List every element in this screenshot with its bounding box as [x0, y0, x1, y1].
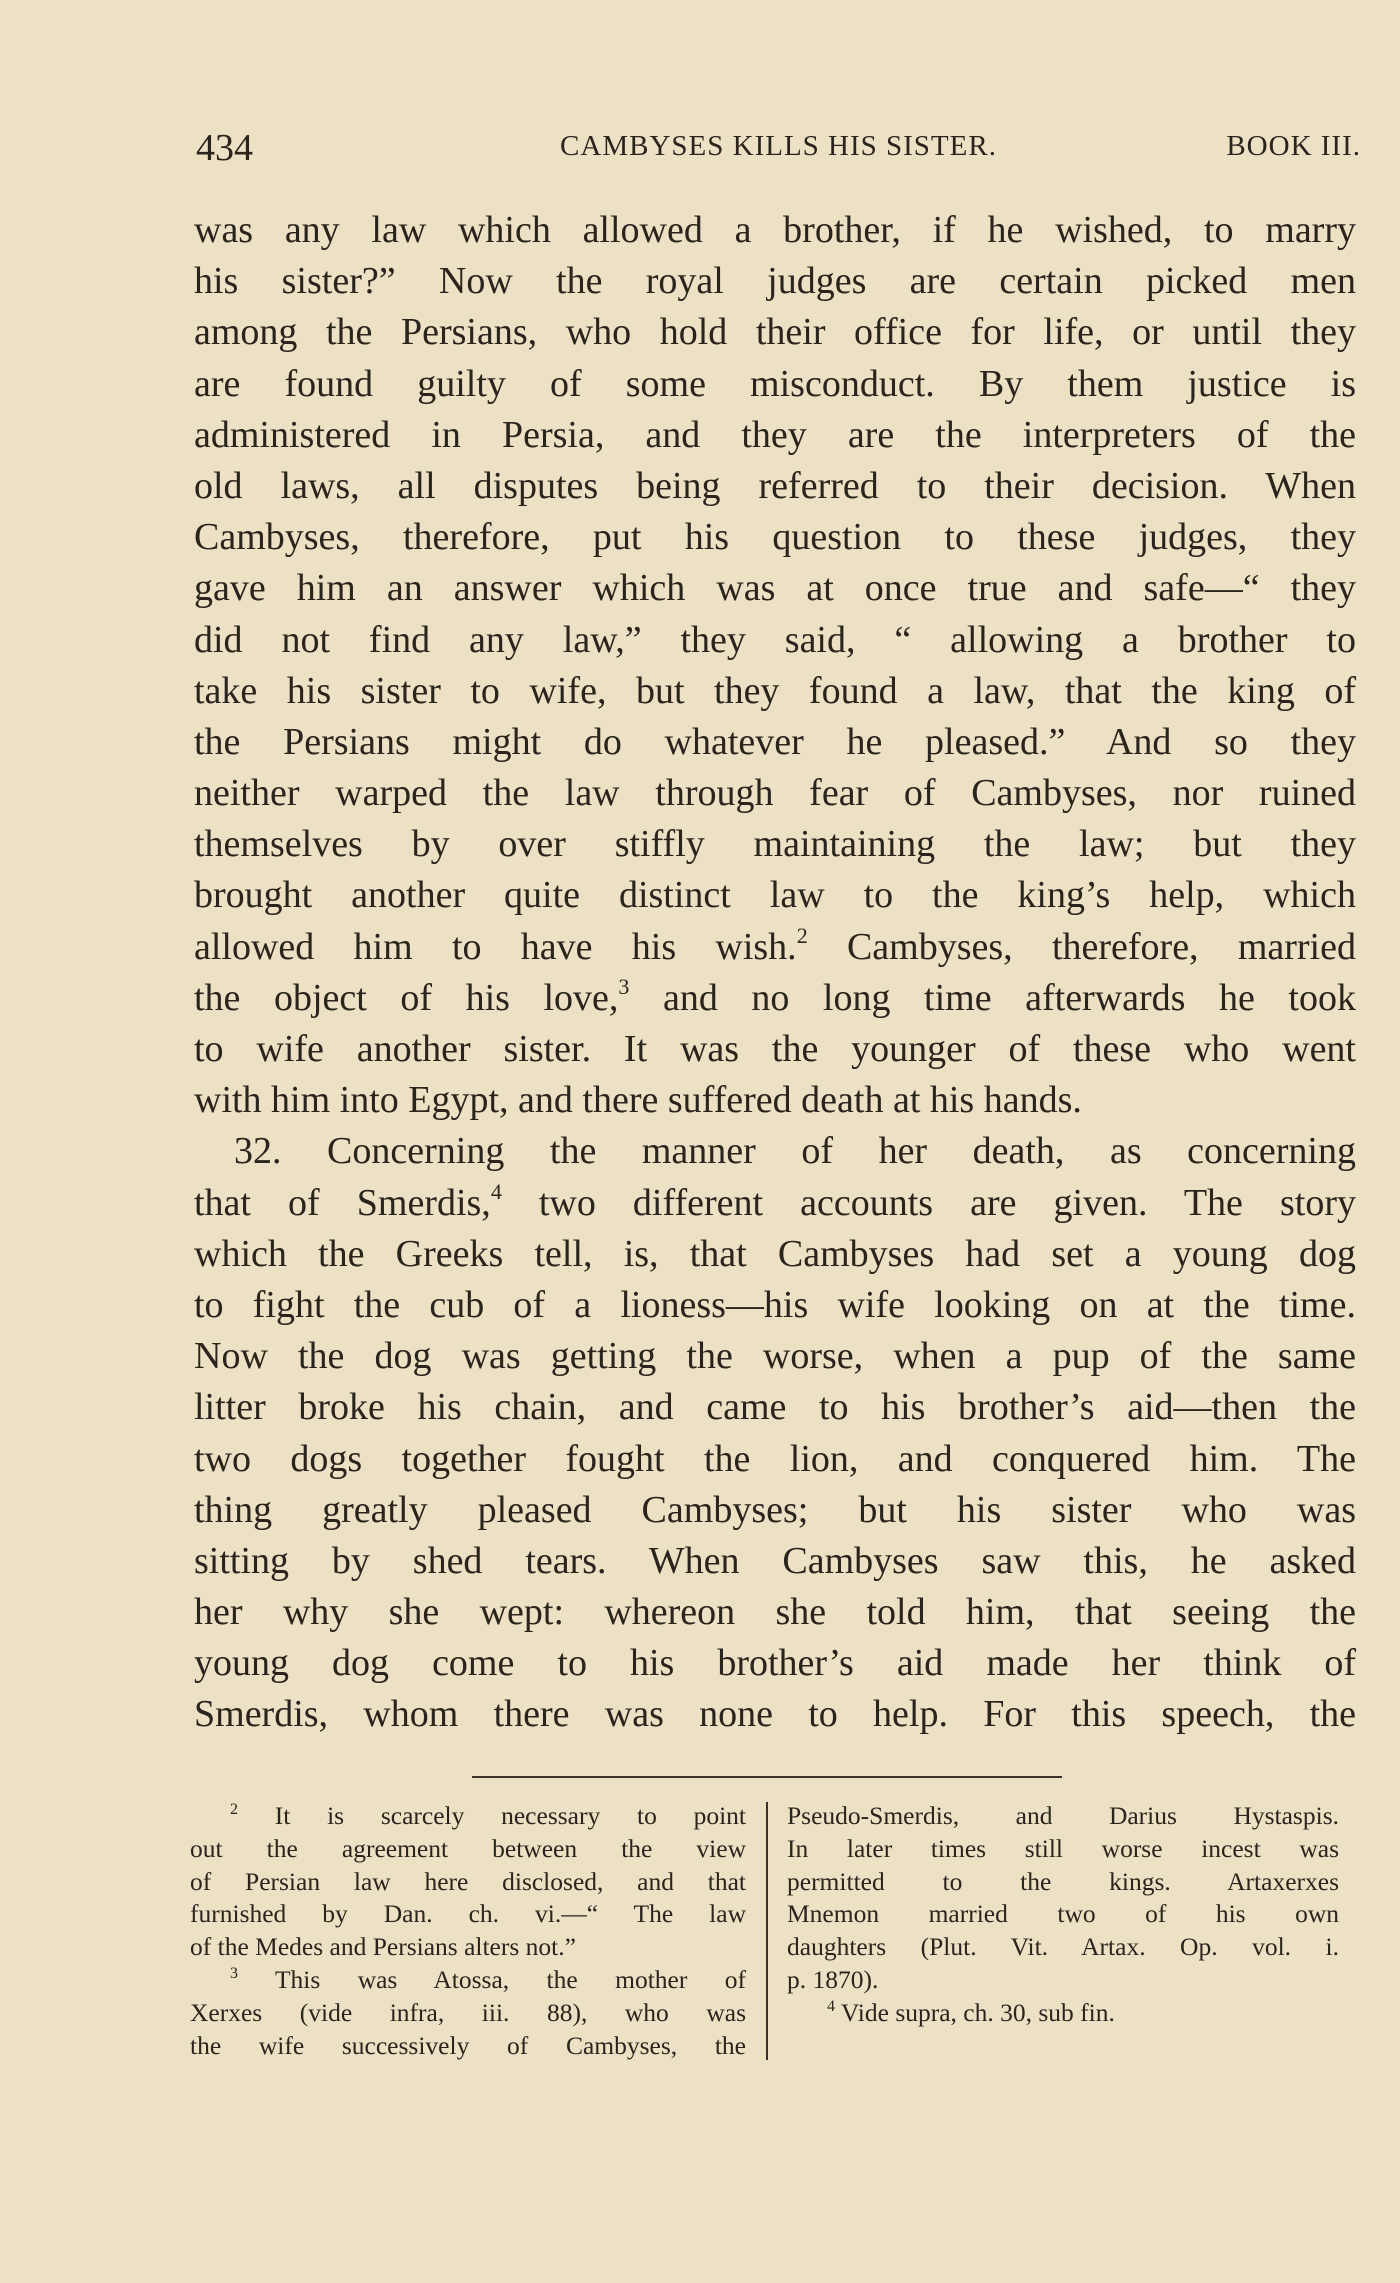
footnote-ref-2: 2 [796, 922, 808, 948]
text-segment: the object of his love, [194, 976, 619, 1019]
footnote-line: In later times still worse incest was [787, 1833, 1339, 1863]
text-line: litter broke his chain, and came to his brother’s aid—then the [194, 1386, 1356, 1429]
text-line: themselves by over stiffly maintaining the law; but they [194, 823, 1356, 866]
text-segment: that of Smerdis, [194, 1181, 491, 1224]
text-line: among the Persians, who hold their office for life, or until they [194, 311, 1356, 354]
text-line [194, 1178, 1356, 1229]
text-line: administered in Persia, and they are the interpreters of the [194, 413, 1356, 456]
text-line: sitting by shed tears. When Cambyses saw this, he asked [194, 1539, 1356, 1582]
text-line [194, 973, 1356, 1024]
footnote-divider [472, 1776, 1062, 1778]
text-line: two dogs together fought the lion, and conquered him. The [194, 1437, 1356, 1480]
footnote-text: This was Atossa, the mother of [238, 1964, 746, 1994]
footnote-marker-2: 2 [230, 1801, 238, 1818]
text-line: Smerdis, whom there was none to help. For this speech, the [194, 1693, 1356, 1736]
book-label: BOOK III. [1226, 130, 1361, 162]
footnote-line: furnished by Dan. ch. vi.—“ The law [190, 1899, 746, 1929]
text-line: his sister?” Now the royal judges are certain picked men [194, 260, 1356, 303]
page-number: 434 [196, 127, 253, 169]
footnote-text: It is scarcely necessary to point [238, 1801, 746, 1830]
text-line: with him into Egypt, and there suffered death at his hands. [194, 1079, 1082, 1122]
paragraph-start-32: 32. Concerning the manner of her death, as concerning [234, 1130, 1356, 1173]
text-line: did not find any law,” they said, “ allowing a brother to [194, 618, 1356, 661]
footnote-ref-4: 4 [490, 1178, 502, 1204]
text-line: take his sister to wife, but they found a law, that the king of [194, 669, 1356, 712]
footnote-line: of the Medes and Persians alters not.” [190, 1932, 576, 1962]
text-line: neither warped the law through fear of Cambyses, nor ruined [194, 772, 1356, 815]
footnote-marker-4: 4 [827, 1997, 835, 2015]
text-line: was any law which allowed a brother, if he wished, to marry [194, 209, 1356, 251]
footnote-text: Vide supra, ch. 30, sub fin. [835, 1997, 1115, 2027]
footnote-line [190, 1800, 746, 1833]
running-title: CAMBYSES KILLS HIS SISTER. [560, 130, 997, 162]
main-text [194, 205, 1356, 1741]
footnote-line: permitted to the kings. Artaxerxes [787, 1866, 1339, 1896]
footnote-column-divider [766, 1802, 768, 2060]
text-line: the Persians might do whatever he pleased.” And so they [194, 720, 1356, 763]
footnote-line: Mnemon married two of his own [787, 1899, 1339, 1929]
text-line: young dog come to his brother’s aid made her think of [194, 1642, 1356, 1685]
footnote-line: the wife successively of Cambyses, the [190, 2030, 746, 2060]
text-line: old laws, all disputes being referred to their decision. When [194, 464, 1356, 507]
text-line: to fight the cub of a lioness—his wife looking on at the time. [194, 1283, 1356, 1326]
text-line: gave him an answer which was at once true and safe—“ they [194, 567, 1356, 610]
text-segment: Cambyses, therefore, married [807, 925, 1356, 968]
text-line: her why she wept: whereon she told him, that seeing the [194, 1591, 1356, 1634]
text-line [194, 922, 1356, 973]
text-line: Now the dog was getting the worse, when a pup of the same [194, 1335, 1356, 1378]
footnote-line: daughters (Plut. Vit. Artax. Op. vol. i. [787, 1932, 1339, 1962]
text-segment: two different accounts are given. The story [501, 1181, 1356, 1224]
footnotes-right-column [787, 1800, 1339, 2030]
text-line: Cambyses, therefore, put his question to these judges, they [194, 516, 1356, 559]
footnote-line: out the agreement between the view [190, 1833, 746, 1863]
footnote-line: of Persian law here disclosed, and that [190, 1866, 746, 1896]
text-segment: allowed him to have his wish. [194, 925, 797, 968]
footnote-line: Pseudo-Smerdis, and Darius Hystaspis. [787, 1801, 1339, 1830]
footnote-marker-3: 3 [230, 1964, 238, 1982]
footnote-ref-3: 3 [618, 973, 630, 999]
text-segment: and no long time afterwards he took [629, 976, 1356, 1019]
text-line: thing greatly pleased Cambyses; but his sister who was [194, 1488, 1356, 1531]
footnote-line: p. 1870). [787, 1964, 879, 1994]
footnote-line [787, 1997, 1339, 2030]
text-line: brought another quite distinct law to the king’s help, which [194, 874, 1356, 917]
footnotes-left-column [190, 1800, 746, 2062]
running-header [196, 118, 1361, 178]
text-line: are found guilty of some misconduct. By them justice is [194, 362, 1356, 405]
text-line: which the Greeks tell, is, that Cambyses had set a young dog [194, 1232, 1356, 1275]
footnote-line [190, 1964, 746, 1997]
footnote-line: Xerxes (vide infra, iii. 88), who was [190, 1997, 746, 2027]
text-line: to wife another sister. It was the younger of these who went [194, 1028, 1356, 1070]
